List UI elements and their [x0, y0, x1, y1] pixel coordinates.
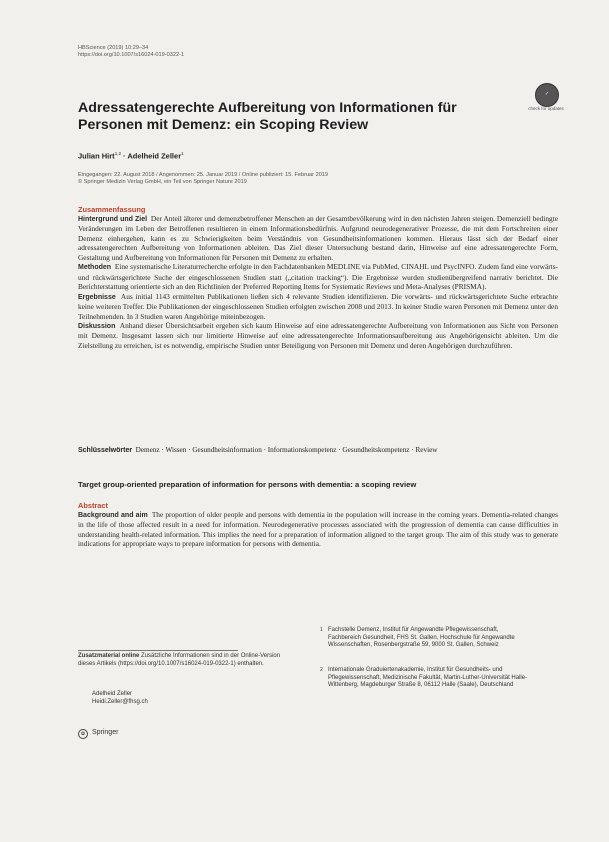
label-discussion: Diskussion	[78, 322, 116, 330]
label-results: Ergebnisse	[78, 293, 116, 301]
section-heading-abstract: Abstract	[78, 501, 108, 510]
english-title: Target group-oriented preparation of information for persons with dementia: a scoping review	[78, 480, 417, 489]
journal-citation: HBScience (2019) 10:29–34	[78, 45, 149, 51]
text-discussion: Anhand dieser Übersichtsarbeit ergeben sich kaum Hinweise auf eine adressatengerechte Aufbereitung von Informationen aus Sicht von Personen mit Demenz. Insgesamt lassen sich nur limitierte Hinweise auf eine adressatengerechte Informationsaufbereitung aus Angehörigensicht ableiten. Um die Zielstellung zu erreichen, ist es notwendig, empirische Studien unter Beteiligung von Personen mit Demenz und deren Angehörigen durchzuführen.	[78, 320, 558, 350]
affiliation-1	[320, 627, 533, 650]
affiliation-text: Fachstelle Demenz, Institut für Angewandte Pflegewissenschaft, Fachbereich Gesundheit, FHS St. Gallen, Hochschule für Angewandte Wissenschaften, Rosenbergstraße 59, 9000 St. Gallen, Schweiz	[328, 627, 515, 648]
section-heading-zusammenfassung: Zusammenfassung	[78, 205, 146, 214]
label-background: Hintergrund und Ziel	[78, 216, 148, 223]
doi-link[interactable]: https://doi.org/10.1007/s16024-019-0322-1	[78, 52, 185, 58]
contact-name: Adelheid Zeller	[92, 691, 133, 697]
affiliation-number: 2	[320, 667, 323, 673]
author-1[interactable]: Julian Hirt	[78, 151, 115, 161]
footnote-divider	[78, 650, 238, 651]
abstract-body-de	[78, 214, 558, 350]
journal-info	[78, 45, 184, 59]
author-separator: ·	[120, 151, 128, 161]
contact-email[interactable]: Heidi.Zeller@fhsg.ch	[92, 698, 148, 705]
keywords	[78, 446, 558, 454]
text-results: Aus initial 1143 ermittelten Publikationen ließen sich 4 relevante Studien identifizieren. Die vorwärts- und rückwärtsgerichtete Suche erbrachte keine weiteren Treffer. Die Publikationen der eingeschlossenen Studien erfolgten zwischen 2008 und 2013. In keiner Studie waren Personen mit Demenz unter den Teilnehmenden. In 3 Studien waren Angehörige miteinbezogen.	[78, 291, 558, 321]
dates-line: Eingegangen: 22. August 2018 / Angenommen: 25. Januar 2019 / Online publiziert: 15. Februar 2019	[78, 172, 329, 178]
badge-mark: ✓	[544, 91, 550, 97]
article-title: Adressatengerechte Aufbereitung von Informationen für Personen mit Demenz: ein Scoping Review	[78, 100, 457, 133]
author-2-affil: 1	[181, 151, 184, 156]
keywords-label: Schlüsselwörter	[78, 447, 133, 454]
label-background-en: Background and aim	[78, 512, 148, 519]
supplement-label: Zusatzmaterial online	[78, 653, 140, 659]
check-for-updates-label: check for updates	[528, 106, 564, 111]
text-background: Der Anteil älterer und demenzbetroffener Menschen an der Gesamtbevölkerung wird in den nächsten Jahren steigen. Demenziell bedingte Veränderungen im Leben der Betroffenen resultieren in einem Informationsbedürfnis. Aufgrund neurodegenerativer Prozesse, die mit dem Fortschreiten einer Demenz einhergehen, kann es zu Schwierigkeiten beim Verständnis von Gesundheitsinformationen kommen. Hieraus lässt sich der Bedarf einer adressatengerechten Aufbereitung von Informationen ableiten. Das Ziel dieser Untersuchung bestand darin, Hinweise auf eine adressatengerechte Form, Gestaltung und Aufbereitung von Informationen für Personen mit Demenz zu erhalten.	[78, 214, 558, 262]
supplement-text[interactable]: Zusätzliche Informationen sind in der Online-Version dieses Artikels (https://doi.org/10.1007/s16024-019-0322-1) enthalten.	[78, 653, 281, 667]
corresponding-author	[92, 691, 148, 706]
label-methods: Methoden	[78, 264, 112, 272]
publisher-footer	[78, 729, 118, 739]
abstract-body-en	[78, 510, 558, 549]
check-for-updates-icon[interactable]	[535, 83, 559, 107]
springer-logo-icon: ✿	[78, 729, 88, 739]
text-background-en: The proportion of older people and persons with dementia in the population will increase in the coming years. Dementia-related changes in the life of those affected result in a need for information. Neurodegenerative processes associated with the progression of dementia can cause difficulties in understanding health-related information. This implies the need for a preparation of information aligned to the target group. The aim of this study was to generate indications for appropriate ways to prepare information for persons with dementia.	[78, 510, 558, 549]
author-2[interactable]: Adelheid Zeller	[127, 151, 182, 161]
author-1-affil: 1,2	[114, 151, 121, 156]
text-methods: Eine systematische Literaturrecherche erfolgte in den Fachdatenbanken MEDLINE via PubMed, CINAHL und PsycINFO. Zudem fand eine vorwärts- und rückwärtsgerichtete Suche der eingeschlossenen Studien statt („citation tracking“). Die Ergebnisse wurden studienübergreifend narrativ berichtet. Die Berichterstattung orientierte sich an den Richtlinien der Preferred Reporting Items for Systematic Reviews und Meta-Analyses (PRISMA).	[78, 262, 559, 292]
copyright-line: © Springer Medizin Verlag GmbH, ein Teil von Springer Nature 2019	[78, 179, 247, 185]
affiliation-number: 1	[320, 627, 323, 633]
supplementary-note	[78, 653, 298, 668]
keywords-list: Demenz · Wissen · Gesundheitsinformation · Informationskompetenz · Gesundheitskompetenz · Review	[135, 446, 438, 454]
affiliation-2	[320, 667, 533, 690]
publisher-name: Springer	[91, 729, 119, 736]
affiliation-text: Internationale Graduiertenakademie, Institut für Gesundheits- und Pflegewissenschaft, Medizinische Fakultät, Martin-Luther-Universität Halle-Wittenberg, Magdeburger Straße 8, 06112 Halle (Saale), Deutschland	[328, 667, 528, 688]
publication-dates	[78, 172, 518, 186]
author-list	[78, 151, 184, 161]
english-abstract	[78, 501, 558, 549]
german-abstract	[78, 205, 558, 350]
